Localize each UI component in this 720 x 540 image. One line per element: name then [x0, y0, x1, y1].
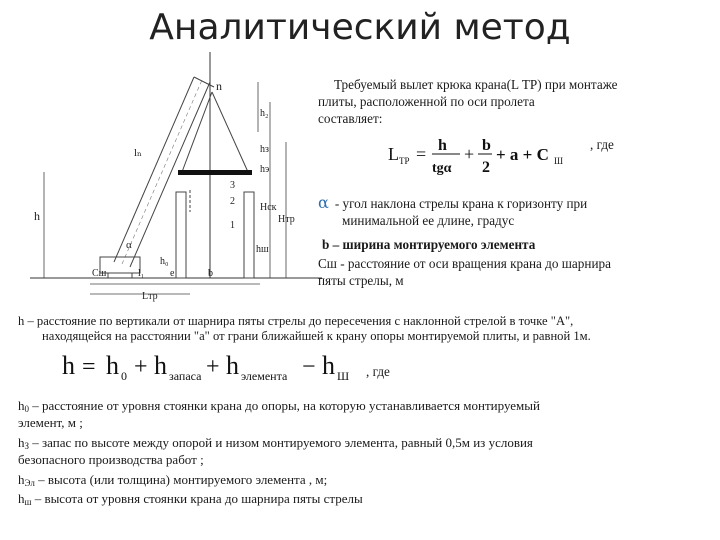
label-csh: Сш: [92, 268, 107, 279]
formula1-where: , где: [590, 137, 614, 152]
svg-text:+: +: [134, 354, 148, 380]
f1-den1: tgα: [432, 161, 452, 176]
f2-hsh: h: [322, 351, 335, 380]
f2-hz-sub: запаса: [169, 369, 202, 383]
label-h: h: [34, 209, 40, 223]
bottom-def-h0-cont: элемент, м ;: [18, 415, 83, 430]
bottom-def-hz: $h_З$ – запас по высоте между опорой и низом монтируемого элемента, равный 0,5м из условия: [18, 435, 533, 451]
def-csh-2: пяты стрелы, м: [318, 273, 404, 288]
bottom-def-h0: $h_0$ – расстояние от уровня стоянки крана до опоры, на которую устанавливается монтируемый: [18, 398, 540, 414]
f2-he: h: [226, 351, 239, 380]
h-def-1: h – расстояние по вертикали от шарнира пяты стрелы до пересечения с наклонной стрелой в точке "А",: [18, 314, 574, 328]
f2-h: h: [62, 351, 75, 380]
label-h0: h₀: [160, 256, 169, 267]
f1-tail-sub: Ш: [554, 156, 564, 166]
label-e: e: [170, 268, 175, 279]
f1-lhs-sub: ТР: [399, 156, 410, 166]
intro-line-3: составляет:: [318, 111, 383, 126]
formula2-where: , где: [366, 364, 390, 379]
svg-text:+: +: [464, 144, 475, 164]
label-1: 1: [230, 220, 235, 231]
label-Ltr: Lтр: [142, 291, 158, 302]
f2-h0: h: [106, 351, 119, 380]
f2-hz: h: [154, 351, 167, 380]
f1-den2: 2: [482, 159, 490, 176]
svg-text:+: +: [206, 354, 220, 380]
crane-diagram: [30, 52, 322, 304]
label-2: 2: [230, 196, 235, 207]
label-Hck: Hск: [260, 202, 277, 213]
h-def-2: находящейся на расстоянии "а" от грани ближайшей к крану опоры монтируемой плиты, и равной 1м.: [42, 329, 591, 343]
label-hp: h₂: [260, 108, 269, 119]
label-Htr: Hтр: [278, 214, 295, 225]
slab-element: [178, 170, 252, 175]
f1-num1: h: [438, 137, 447, 154]
def-alpha: α - угол наклона стрелы крана к горизонту при: [318, 193, 588, 212]
label-b: b: [208, 268, 213, 279]
label-ltr: lₙ: [134, 147, 142, 159]
formula-ltr: [388, 132, 568, 178]
svg-text:=: =: [82, 354, 96, 380]
bottom-def-hz-cont: безопасного производства работ ;: [18, 452, 204, 467]
def-b: b – ширина монтируемого элемента: [322, 237, 536, 252]
label-l1: l₁: [138, 268, 145, 279]
f2-he-sub: элемента: [241, 369, 288, 383]
f2-hsh-sub: Ш: [337, 369, 350, 383]
svg-text:=: =: [416, 144, 427, 164]
label-alpha: α: [126, 239, 132, 251]
intro-line-2: плиты, расположенной по оси пролета: [318, 94, 535, 109]
f1-lhs: L: [388, 144, 399, 164]
alpha-symbol: α: [318, 193, 329, 212]
f1-num2: b: [482, 137, 491, 154]
svg-text:−: −: [302, 354, 316, 380]
label-n: n: [216, 79, 222, 93]
page-title: Аналитический метод: [149, 7, 571, 48]
bottom-def-hsh: $h_ш$ – высота от уровня стоянки крана до шарнира пяты стрелы: [18, 491, 363, 507]
label-hel: hэ: [260, 164, 270, 175]
label-hsh: hш: [256, 244, 269, 255]
f2-h0-sub: 0: [121, 369, 127, 383]
def-csh-1: Cш - расстояние от оси вращения крана до шарнира: [318, 256, 611, 271]
def-alpha-line2: минимальной ее длине, градус: [342, 213, 515, 228]
bottom-def-hel: $h_{Эл}$ – высота (или толщина) монтируемого элемента , м;: [18, 472, 328, 488]
label-hz: hз: [260, 144, 269, 155]
formula-h: [62, 346, 362, 384]
label-3: 3: [230, 180, 235, 191]
intro-line-1: Требуемый вылет крюка крана(L ТР) при монтаже: [334, 77, 618, 92]
f1-tail: + a + C: [496, 145, 549, 164]
